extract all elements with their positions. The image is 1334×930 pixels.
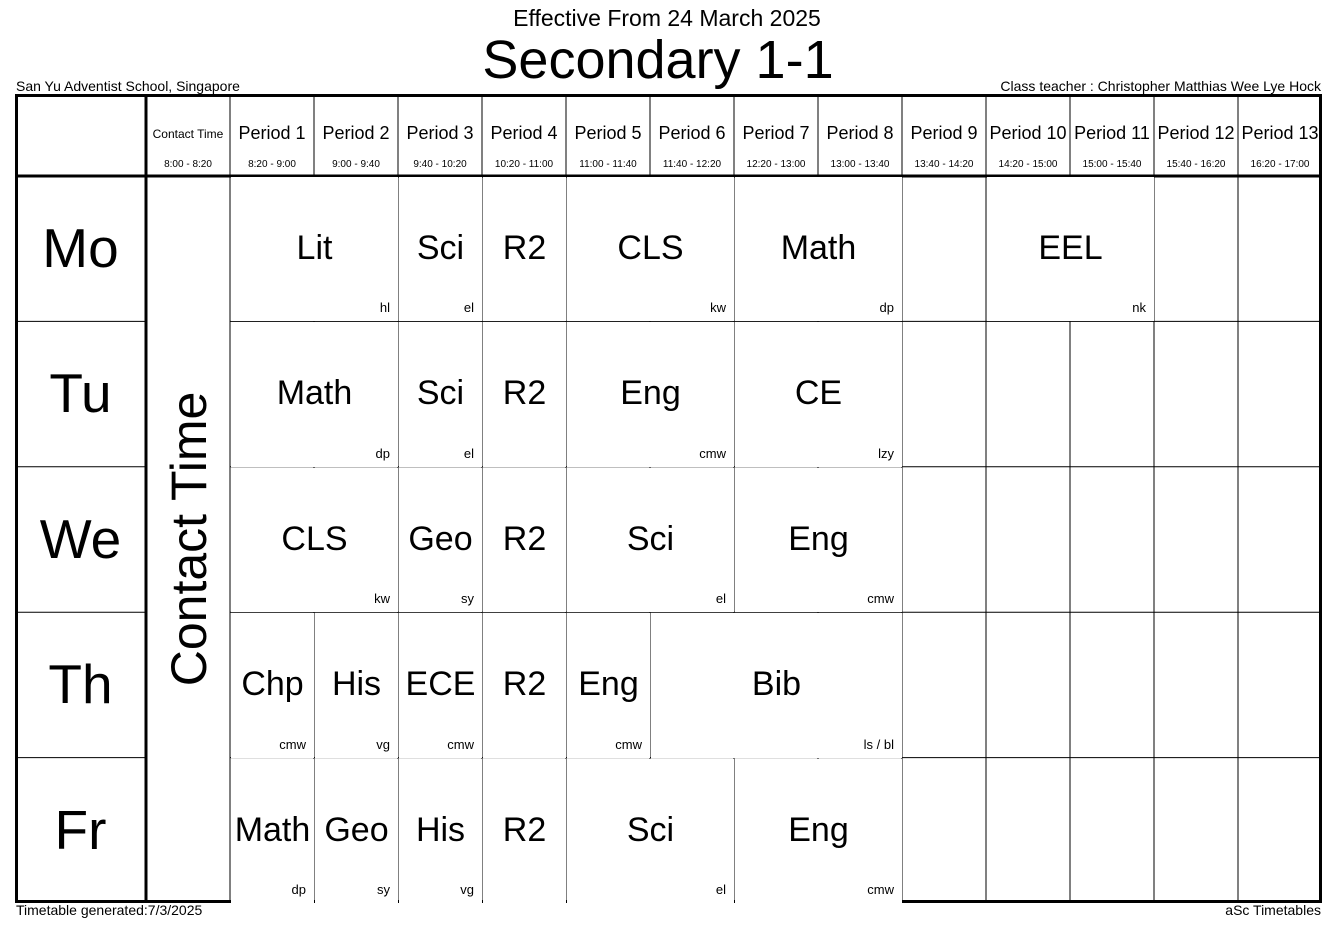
lesson-subject: Math: [276, 374, 353, 413]
lesson-subject: Sci: [626, 519, 675, 558]
lesson-subject: His: [415, 810, 466, 849]
lesson-subject: R2: [502, 665, 547, 704]
lesson-subject: Eng: [788, 519, 849, 558]
lesson-teacher: ls / bl: [863, 736, 894, 752]
period-header-9: Period 9: [910, 123, 978, 143]
contact-time-range: 8:00 - 8:20: [164, 159, 212, 170]
lesson-cell: [567, 759, 734, 903]
period-time-11: 15:00 - 15:40: [1082, 159, 1142, 170]
lesson-subject: Geo: [324, 810, 389, 849]
lesson-teacher: cmw: [279, 736, 306, 752]
period-header-8: Period 8: [826, 123, 894, 143]
lesson-subject: Math: [234, 810, 311, 849]
period-time-13: 16:20 - 17:00: [1250, 159, 1310, 170]
period-header-4: Period 4: [490, 123, 558, 143]
contact-time-vertical-label: Contact Time: [161, 391, 217, 686]
period-header-3: Period 3: [406, 123, 474, 143]
lesson-subject: Eng: [578, 665, 639, 704]
lesson-teacher: dp: [291, 881, 306, 897]
period-time-4: 10:20 - 11:00: [494, 159, 554, 170]
lesson-subject: Eng: [788, 810, 849, 849]
day-label-th: Th: [48, 653, 113, 716]
lesson-cell: [399, 759, 482, 903]
lesson-teacher: lzy: [878, 445, 894, 461]
period-time-5: 11:00 - 11:40: [579, 159, 637, 170]
lesson-teacher: dp: [375, 445, 390, 461]
lesson-cell: [231, 177, 398, 321]
period-time-8: 13:00 - 13:40: [830, 159, 890, 170]
day-label-mo: Mo: [42, 217, 119, 279]
lesson-cell: [567, 322, 734, 466]
lesson-subject: Sci: [626, 810, 675, 849]
period-time-3: 9:40 - 10:20: [413, 159, 467, 170]
period-header-7: Period 7: [742, 123, 810, 143]
school-name: San Yu Adventist School, Singapore: [16, 78, 240, 94]
page-title: Secondary 1-1: [482, 30, 834, 90]
lesson-cell: [483, 759, 566, 903]
period-time-10: 14:20 - 15:00: [998, 159, 1058, 170]
generated-date: Timetable generated:7/3/2025: [16, 902, 203, 918]
period-header-13: Period 13: [1241, 123, 1319, 143]
lesson-cell: [483, 322, 566, 466]
period-time-12: 15:40 - 16:20: [1166, 159, 1226, 170]
period-header-10: Period 10: [989, 123, 1067, 143]
lesson-cell: [987, 177, 1154, 321]
lesson-subject: Eng: [620, 374, 681, 413]
lesson-cell: [567, 468, 734, 612]
lesson-teacher: cmw: [867, 881, 894, 897]
timetable-grid: [15, 94, 1322, 903]
lesson-subject: EEL: [1038, 229, 1103, 267]
lesson-cell: [483, 468, 566, 612]
lesson-cell: [231, 759, 314, 903]
lesson-teacher: vg: [460, 881, 474, 897]
lesson-teacher: nk: [1132, 300, 1146, 316]
lesson-teacher: sy: [461, 591, 474, 607]
period-header-12: Period 12: [1157, 123, 1235, 143]
lesson-cell: [735, 468, 902, 612]
lesson-teacher: dp: [879, 300, 894, 316]
lesson-subject: CLS: [281, 519, 348, 558]
lesson-subject: Bib: [751, 665, 802, 704]
period-time-7: 12:20 - 13:00: [746, 159, 806, 170]
lesson-teacher: el: [463, 300, 474, 316]
day-label-tu: Tu: [49, 362, 112, 425]
lesson-subject: Math: [780, 229, 857, 267]
software-brand: aSc Timetables: [1225, 902, 1321, 918]
lesson-subject: R2: [502, 374, 547, 413]
period-header-6: Period 6: [658, 123, 726, 143]
period-header-11: Period 11: [1074, 123, 1150, 143]
contact-time-header: Contact Time: [152, 127, 224, 141]
lesson-teacher: cmw: [615, 736, 642, 752]
lesson-cell: [483, 613, 566, 757]
lesson-teacher: kw: [374, 591, 390, 607]
lesson-subject: ECE: [405, 665, 476, 704]
period-header-1: Period 1: [238, 123, 306, 143]
lesson-cell: [567, 177, 734, 321]
lesson-cell: [651, 613, 902, 757]
period-time-2: 9:00 - 9:40: [332, 159, 380, 170]
lesson-cell: [315, 759, 398, 903]
lesson-teacher: kw: [710, 300, 726, 316]
effective-date: Effective From 24 March 2025: [513, 5, 821, 31]
lesson-teacher: sy: [377, 881, 390, 897]
lesson-cell: [399, 177, 482, 321]
lesson-cell: [399, 322, 482, 466]
lesson-teacher: el: [715, 881, 726, 897]
day-label-fr: Fr: [54, 798, 107, 861]
lesson-subject: R2: [502, 519, 547, 558]
lesson-subject: R2: [502, 810, 547, 849]
lesson-cell: [231, 468, 398, 612]
period-time-6: 11:40 - 12:20: [662, 159, 722, 170]
lesson-teacher: cmw: [867, 591, 894, 607]
period-header-2: Period 2: [322, 123, 390, 143]
lesson-cell: [231, 322, 398, 466]
period-time-9: 13:40 - 14:20: [914, 159, 974, 170]
lesson-cell: [735, 322, 902, 466]
day-label-we: We: [39, 507, 122, 570]
lesson-teacher: el: [715, 591, 726, 607]
class-teacher: Class teacher : Christopher Matthias Wee Lye Hock: [1000, 78, 1321, 94]
lesson-cell: [567, 613, 650, 757]
lesson-subject: Chp: [241, 665, 304, 704]
lesson-cell: [315, 613, 398, 757]
lesson-subject: CE: [794, 374, 843, 413]
lesson-teacher: cmw: [699, 445, 726, 461]
lesson-teacher: el: [463, 445, 474, 461]
lesson-subject: Sci: [416, 229, 465, 267]
lesson-subject: Sci: [416, 374, 465, 413]
period-header-5: Period 5: [574, 123, 642, 143]
contact-time-column: [148, 176, 230, 901]
lesson-cell: [483, 177, 566, 321]
lesson-subject: Lit: [296, 229, 333, 267]
lesson-teacher: hl: [379, 300, 390, 316]
lesson-subject: R2: [502, 229, 547, 267]
lesson-subject: Geo: [408, 519, 473, 558]
lesson-teacher: vg: [376, 736, 390, 752]
lesson-cell: [231, 613, 314, 757]
lesson-subject: His: [331, 665, 382, 704]
lesson-subject: CLS: [617, 229, 684, 267]
lesson-teacher: cmw: [447, 736, 474, 752]
period-time-1: 8:20 - 9:00: [248, 159, 296, 170]
lesson-cell: [735, 177, 902, 321]
lesson-cell: [735, 759, 902, 903]
lesson-cell: [399, 613, 482, 757]
lesson-cell: [399, 468, 482, 612]
